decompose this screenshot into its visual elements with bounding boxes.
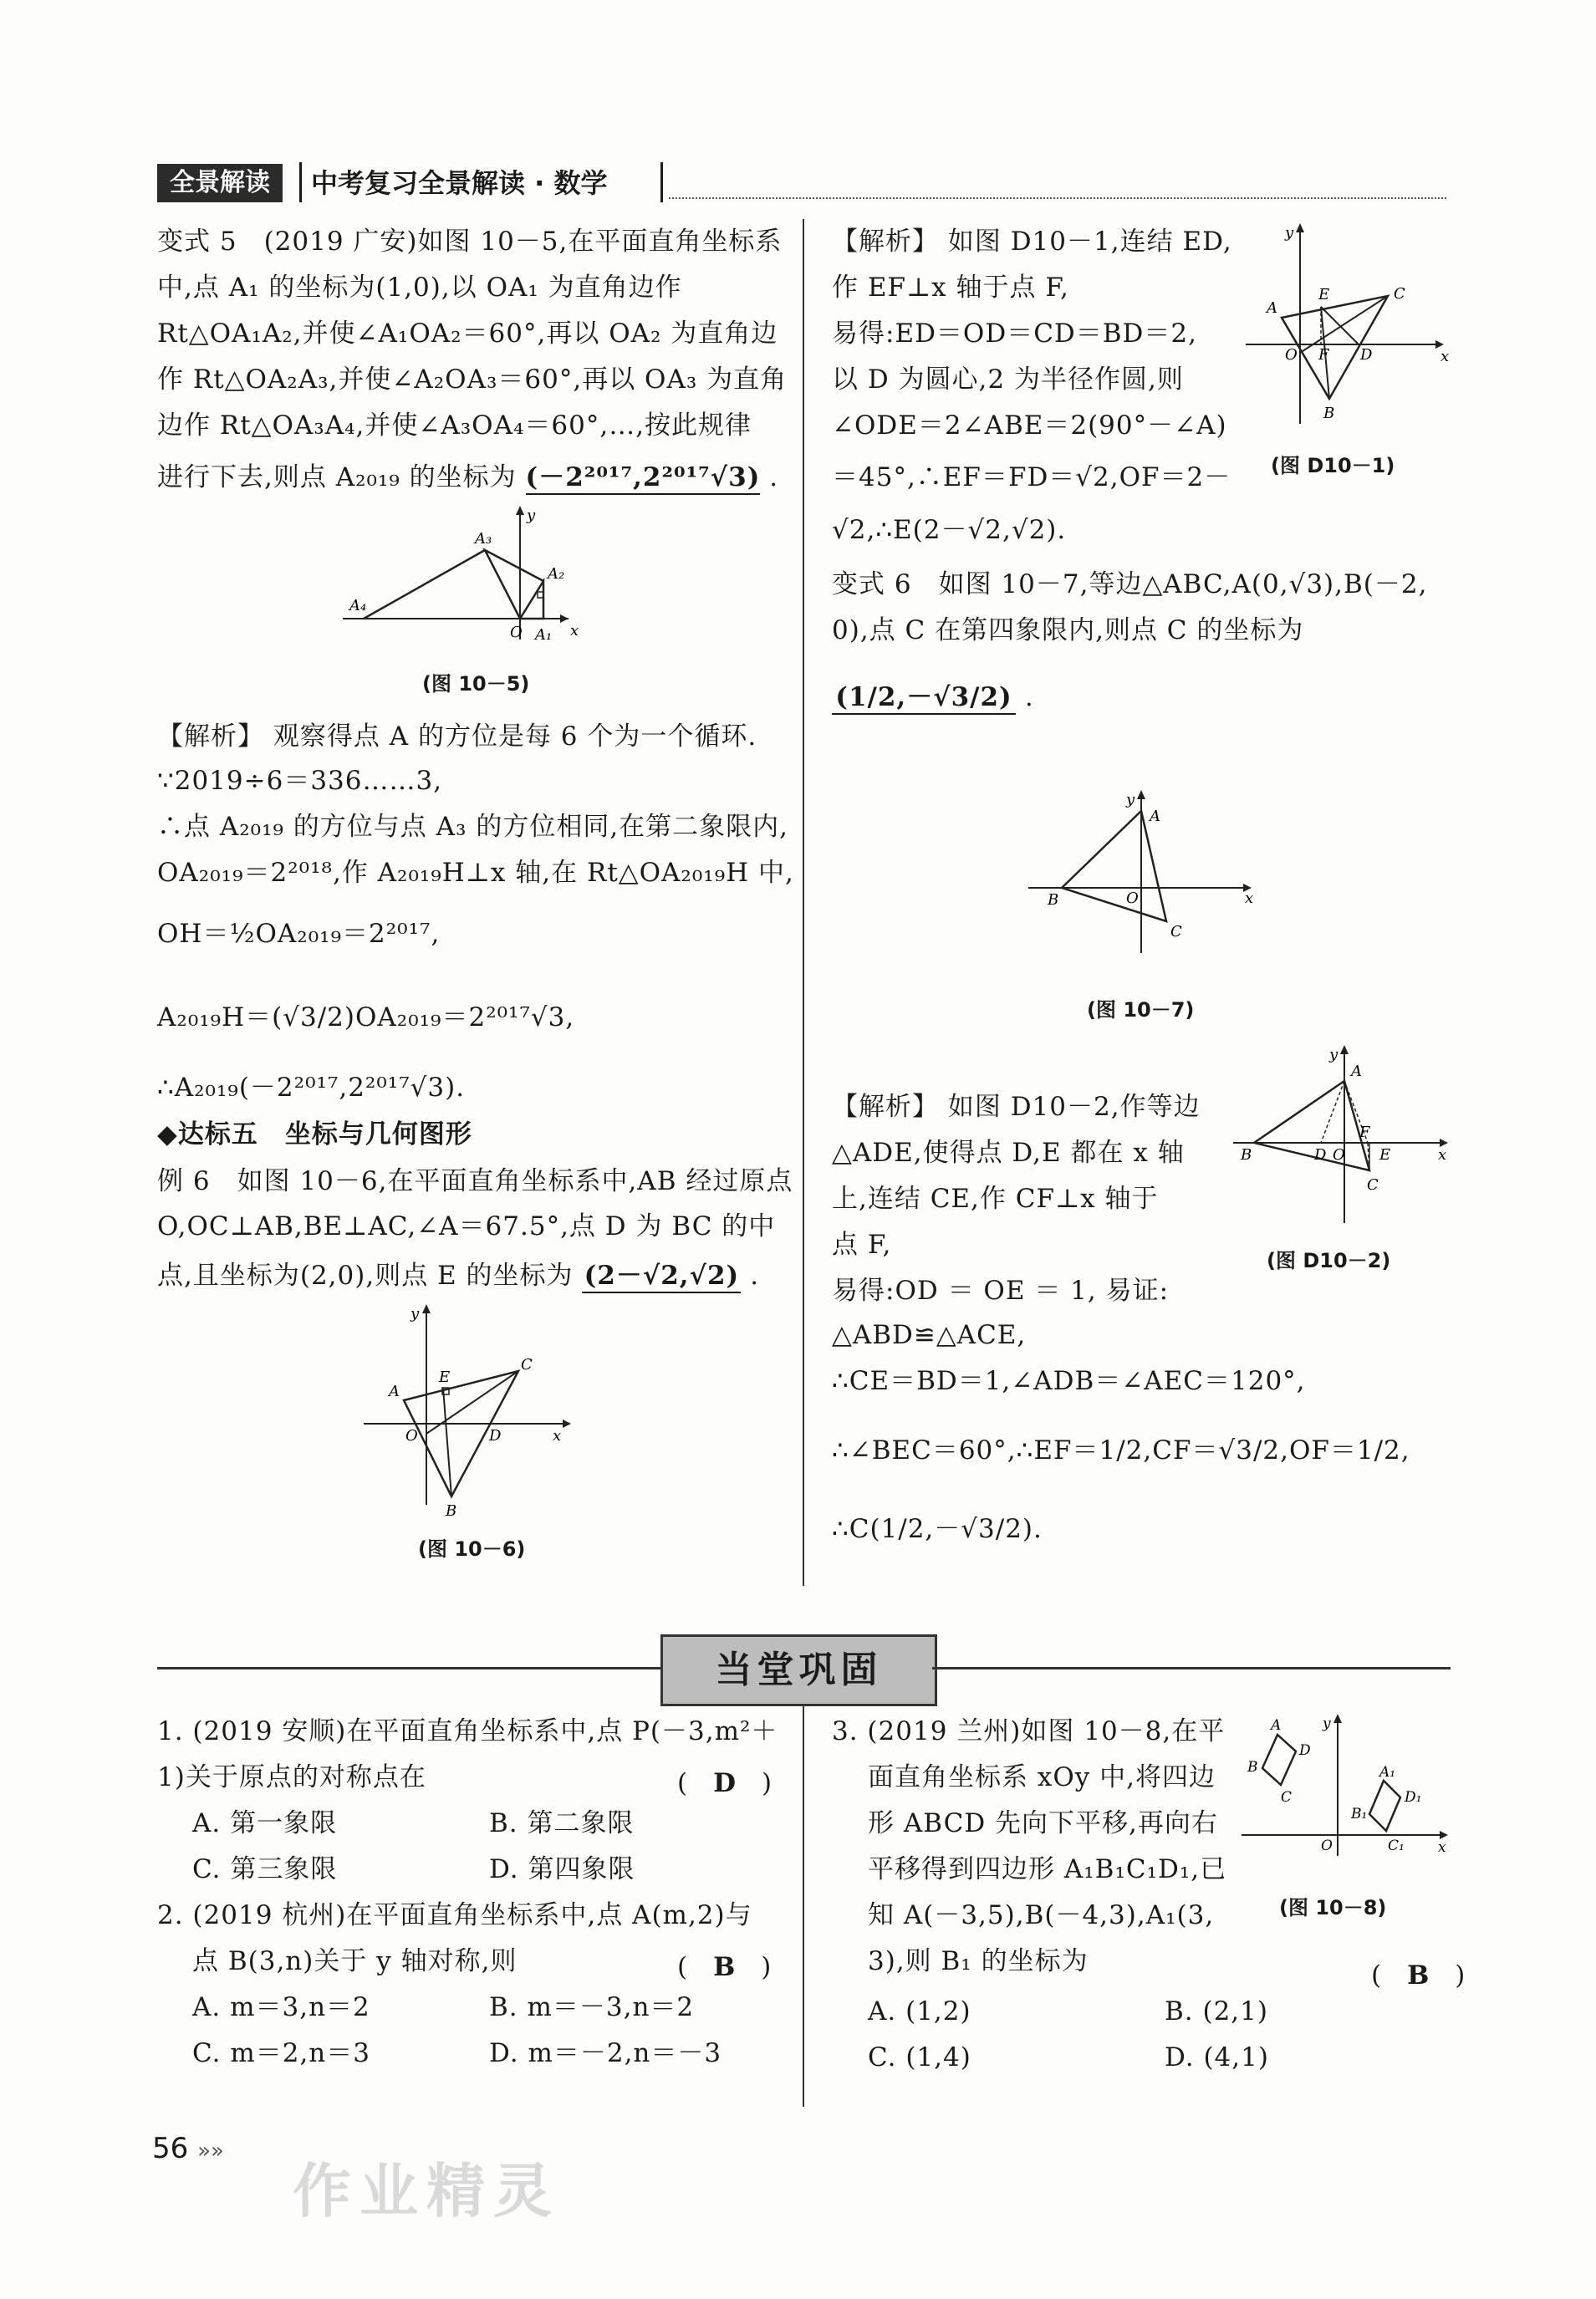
label-o: O xyxy=(1126,890,1139,907)
label-b: B xyxy=(1323,405,1335,422)
text-line: ∵2019÷6＝336……3, xyxy=(157,766,443,796)
text-line: OA₂₀₁₉＝2²⁰¹⁸,作 A₂₀₁₉H⊥x 轴,在 Rt△OA₂₀₁₉H 中, xyxy=(157,858,794,888)
figure-caption: (图 10－7) xyxy=(1087,998,1195,1022)
figure-caption: (图 D10－2) xyxy=(1267,1249,1391,1272)
text-line: 变式 6 如图 10－7,等边△ABC,A(0,√3),B(－2, xyxy=(832,569,1428,599)
figure-10-5 xyxy=(334,502,602,648)
figure-d10-2 xyxy=(1229,1041,1455,1233)
label-a: A xyxy=(1267,299,1277,317)
label-a: A xyxy=(389,1383,400,1400)
text-line: (1/2,－√3/2) . xyxy=(832,681,1034,715)
segment-a3a4 xyxy=(364,550,485,619)
segment-ab xyxy=(404,1400,451,1496)
label-x: x xyxy=(1438,1146,1447,1164)
answer-blank: (－2²⁰¹⁷,2²⁰¹⁷√3) xyxy=(526,461,761,495)
text-line: 边作 Rt△OA₃A₄,并使∠A₃OA₄＝60°,…,按此规律 xyxy=(157,410,752,441)
watermark: 作业精灵 xyxy=(293,2157,560,2225)
label-c: C xyxy=(1281,1789,1293,1806)
label-d1: D₁ xyxy=(1405,1789,1422,1806)
text-line: 平移得到四边形 A₁B₁C₁D₁,已 xyxy=(868,1854,1227,1884)
text-line: 变式 5 (2019 广安)如图 10－5,在平面直角坐标系 xyxy=(157,227,783,257)
text-line: ∴CE＝BD＝1,∠ADB＝∠AEC＝120°, xyxy=(832,1366,1306,1396)
section-title: ◆达标五 坐标与几何图形 xyxy=(157,1119,472,1150)
y-axis-arrow xyxy=(1333,1714,1342,1723)
label-x: x xyxy=(1440,348,1450,365)
text-line: 2. (2019 杭州)在平面直角坐标系中,点 A(m,2)与 xyxy=(157,1900,752,1930)
text-line: 知 A(－3,5),B(－4,3),A₁(3, xyxy=(868,1900,1215,1930)
label-o: O xyxy=(405,1427,418,1445)
label-o: O xyxy=(1285,346,1298,364)
text-line: 点 B(3,n)关于 y 轴对称,则 xyxy=(192,1946,518,1976)
label-a1: A₁ xyxy=(535,626,553,644)
option-c: C. m＝2,n＝3 xyxy=(192,2038,370,2068)
text-line: △ADE,使得点 D,E 都在 x 轴 xyxy=(832,1138,1185,1168)
label-d: D xyxy=(489,1427,502,1445)
text-line: 面直角坐标系 xOy 中,将四边 xyxy=(868,1762,1216,1792)
text-line: 中,点 A₁ 的坐标为(1,0),以 OA₁ 为直角边作 xyxy=(157,273,682,303)
answer-blank: (2－√2,√2) xyxy=(582,1260,741,1293)
figure-caption: (图 D10－1) xyxy=(1271,454,1395,477)
banner-rule-left xyxy=(157,1667,660,1669)
answer-blank: (1/2,－√3/2) xyxy=(832,681,1016,715)
figure-d10-1 xyxy=(1242,219,1455,428)
label-e: E xyxy=(1379,1146,1391,1164)
y-axis-arrow xyxy=(1296,223,1304,232)
answer-paren: ( B ) xyxy=(677,1952,772,1982)
text-line: 例 6 如图 10－6,在平面直角坐标系中,AB 经过原点 xyxy=(157,1166,793,1196)
label-c1: C₁ xyxy=(1388,1838,1405,1854)
text-line: OH＝½OA₂₀₁₉＝2²⁰¹⁷, xyxy=(157,919,441,949)
label-o: O xyxy=(1321,1838,1333,1854)
text-line: ∴点 A₂₀₁₉ 的方位与点 A₃ 的方位相同,在第二象限内, xyxy=(157,812,789,842)
triangle-oa1a2 xyxy=(520,581,543,619)
x-axis-arrow xyxy=(563,1420,571,1428)
text-line: 易得:OD ＝ OE ＝ 1, 易证: xyxy=(832,1276,1170,1306)
text-line: 3. (2019 兰州)如图 10－8,在平 xyxy=(832,1716,1226,1746)
text-line: ∴A₂₀₁₉(－2²⁰¹⁷,2²⁰¹⁷√3). xyxy=(157,1073,466,1103)
label-b: B xyxy=(1048,891,1059,909)
text-line: 【解析】 如图 D10－2,作等边 xyxy=(832,1092,1201,1122)
text-line: 易得:ED＝OD＝CD＝BD＝2, xyxy=(832,319,1197,349)
label-y: y xyxy=(1126,791,1135,808)
column-divider xyxy=(803,219,804,1586)
text-segment: 进行下去,则点 A₂₀₁₉ 的坐标为 xyxy=(157,462,517,492)
text-line: 作 EF⊥x 轴于点 F, xyxy=(832,273,1069,303)
label-y: y xyxy=(527,507,536,524)
answer-letter: D xyxy=(713,1768,736,1798)
label-x: x xyxy=(570,622,579,640)
triangle-oa2a3 xyxy=(485,550,543,619)
answer-paren: ( B ) xyxy=(1371,1960,1466,1991)
text-line: 形 ABCD 先向下平移,再向右 xyxy=(868,1808,1218,1838)
label-c: C xyxy=(1170,923,1182,940)
option-c: C. (1,4) xyxy=(868,2042,971,2072)
text-line: 以 D 为圆心,2 为半径作圆,则 xyxy=(832,364,1184,395)
label-o: O xyxy=(510,624,523,641)
header-divider xyxy=(660,162,663,202)
y-axis-arrow xyxy=(1137,790,1145,799)
label-a2: A₂ xyxy=(548,565,565,583)
text-line: O,OC⊥AB,BE⊥AC,∠A＝67.5°,点 D 为 BC 的中 xyxy=(157,1211,776,1241)
quad-a1b1c1d1 xyxy=(1369,1781,1400,1831)
label-a: A xyxy=(1271,1717,1282,1734)
label-y: y xyxy=(410,1305,420,1323)
text-line: △ABD≌△ACE, xyxy=(832,1320,1027,1350)
label-b: B xyxy=(1241,1146,1252,1164)
label-o: O xyxy=(1333,1146,1345,1164)
header-dotted-rule xyxy=(669,197,1446,199)
figure-caption: (图 10－5) xyxy=(422,672,530,696)
text-line: 0),点 C 在第四象限内,则点 C 的坐标为 xyxy=(832,615,1304,645)
figure-caption: (图 10－6) xyxy=(418,1537,526,1561)
label-x: x xyxy=(1438,1839,1446,1856)
label-a: A xyxy=(1351,1063,1362,1080)
header-divider xyxy=(299,162,302,202)
y-axis-arrow xyxy=(1340,1045,1349,1054)
text-line: √2,∴E(2－√2,√2). xyxy=(832,515,1067,545)
text-line: ∠ODE＝2∠ABE＝2(90°－∠A) xyxy=(832,410,1227,441)
text-line: 3),则 B₁ 的坐标为 xyxy=(868,1946,1089,1976)
text-line: 作 Rt△OA₂A₃,并使∠A₂OA₃＝60°,再以 OA₃ 为直角 xyxy=(157,364,788,395)
section-banner: 当堂巩固 xyxy=(660,1634,937,1706)
x-axis-arrow xyxy=(1440,1831,1448,1839)
text-segment: 点,且坐标为(2,0),则点 E 的坐标为 xyxy=(157,1261,574,1291)
label-a3: A₃ xyxy=(475,530,492,548)
option-a: A. (1,2) xyxy=(868,1996,971,2026)
label-d: D xyxy=(1299,1742,1311,1759)
label-f: F xyxy=(1359,1124,1370,1141)
segment-ed xyxy=(1321,307,1359,344)
label-c: C xyxy=(521,1356,533,1374)
text-line: 点 F, xyxy=(832,1230,892,1260)
label-b1: B₁ xyxy=(1351,1806,1368,1822)
y-axis-arrow xyxy=(516,506,524,515)
label-e: E xyxy=(1318,286,1330,303)
triangle-abc xyxy=(1254,1081,1369,1170)
option-b: B. 第二象限 xyxy=(489,1808,635,1838)
label-c: C xyxy=(1394,285,1405,303)
text-line: 进行下去,则点 A₂₀₁₉ 的坐标为 (－2²⁰¹⁷,2²⁰¹⁷√3) . xyxy=(157,461,778,495)
option-a: A. 第一象限 xyxy=(192,1808,338,1838)
text-line: A₂₀₁₉H＝(√3/2)OA₂₀₁₉＝2²⁰¹⁷√3, xyxy=(157,1002,575,1032)
text-line: 点,且坐标为(2,0),则点 E 的坐标为 (2－√2,√2) . xyxy=(157,1260,759,1293)
text-line: 【解析】 如图 D10－1,连结 ED, xyxy=(832,227,1232,257)
banner-rule-right xyxy=(932,1667,1451,1669)
option-a: A. m＝3,n＝2 xyxy=(192,1992,370,2022)
page-number xyxy=(152,2132,224,2165)
option-d: D. m＝－2,n＝－3 xyxy=(489,2038,722,2068)
column-divider xyxy=(803,1705,804,2107)
label-a1: A₁ xyxy=(1379,1764,1396,1781)
text-line: 1. (2019 安顺)在平面直角坐标系中,点 P(－3,m²＋ xyxy=(157,1716,778,1746)
label-a4: A₄ xyxy=(349,597,367,614)
x-axis-arrow xyxy=(560,614,569,623)
option-d: D. 第四象限 xyxy=(489,1854,635,1884)
answer-letter: B xyxy=(1407,1960,1430,1991)
label-b: B xyxy=(1247,1759,1258,1776)
answer-paren: ( D ) xyxy=(677,1768,773,1798)
y-axis-arrow xyxy=(422,1304,431,1313)
text-line: 1)关于原点的对称点在 xyxy=(157,1762,426,1792)
answer-letter: B xyxy=(713,1952,736,1982)
quad-abcd xyxy=(1262,1735,1296,1785)
label-a: A xyxy=(1150,808,1160,825)
label-c: C xyxy=(1367,1176,1379,1194)
text-line: 上,连结 CE,作 CF⊥x 轴于 xyxy=(832,1184,1159,1214)
option-b: B. (2,1) xyxy=(1165,1996,1268,2026)
label-x: x xyxy=(553,1427,562,1445)
text-line: ∴C(1/2,－√3/2). xyxy=(832,1514,1043,1544)
label-e: E xyxy=(439,1369,451,1386)
option-c: C. 第三象限 xyxy=(192,1854,338,1884)
label-y: y xyxy=(1323,1715,1331,1732)
label-b: B xyxy=(446,1502,457,1517)
label-y: y xyxy=(1285,224,1294,242)
header-tag: 全景解读 xyxy=(157,164,283,202)
figure-10-7 xyxy=(1024,786,1258,961)
text-line: 【解析】 观察得点 A 的方位是每 6 个为一个循环. xyxy=(157,721,757,752)
figure-10-8 xyxy=(1237,1710,1455,1864)
text-line: Rt△OA₁A₂,并使∠A₁OA₂＝60°,再以 OA₂ 为直角边 xyxy=(157,319,778,349)
text-line: ＝45°,∴EF＝FD＝√2,OF＝2－ xyxy=(832,462,1231,492)
figure-caption: (图 10－8) xyxy=(1279,1896,1387,1919)
label-x: x xyxy=(1245,890,1254,907)
page-number-text: 56 xyxy=(152,2132,189,2165)
triangle-abc xyxy=(1062,811,1166,921)
header-title: 中考复习全景解读 · 数学 xyxy=(311,167,608,199)
option-b: B. m＝－3,n＝2 xyxy=(489,1992,695,2022)
label-d: D xyxy=(1360,346,1373,364)
text-line: ∴∠BEC＝60°,∴EF＝1/2,CF＝√3/2,OF＝1/2, xyxy=(832,1435,1410,1466)
label-y: y xyxy=(1329,1046,1338,1063)
option-d: D. (4,1) xyxy=(1165,2042,1269,2072)
arrows-icon: »» xyxy=(197,2138,224,2164)
label-d: D xyxy=(1314,1146,1327,1164)
figure-10-6 xyxy=(355,1300,581,1517)
label-f: F xyxy=(1318,346,1329,364)
